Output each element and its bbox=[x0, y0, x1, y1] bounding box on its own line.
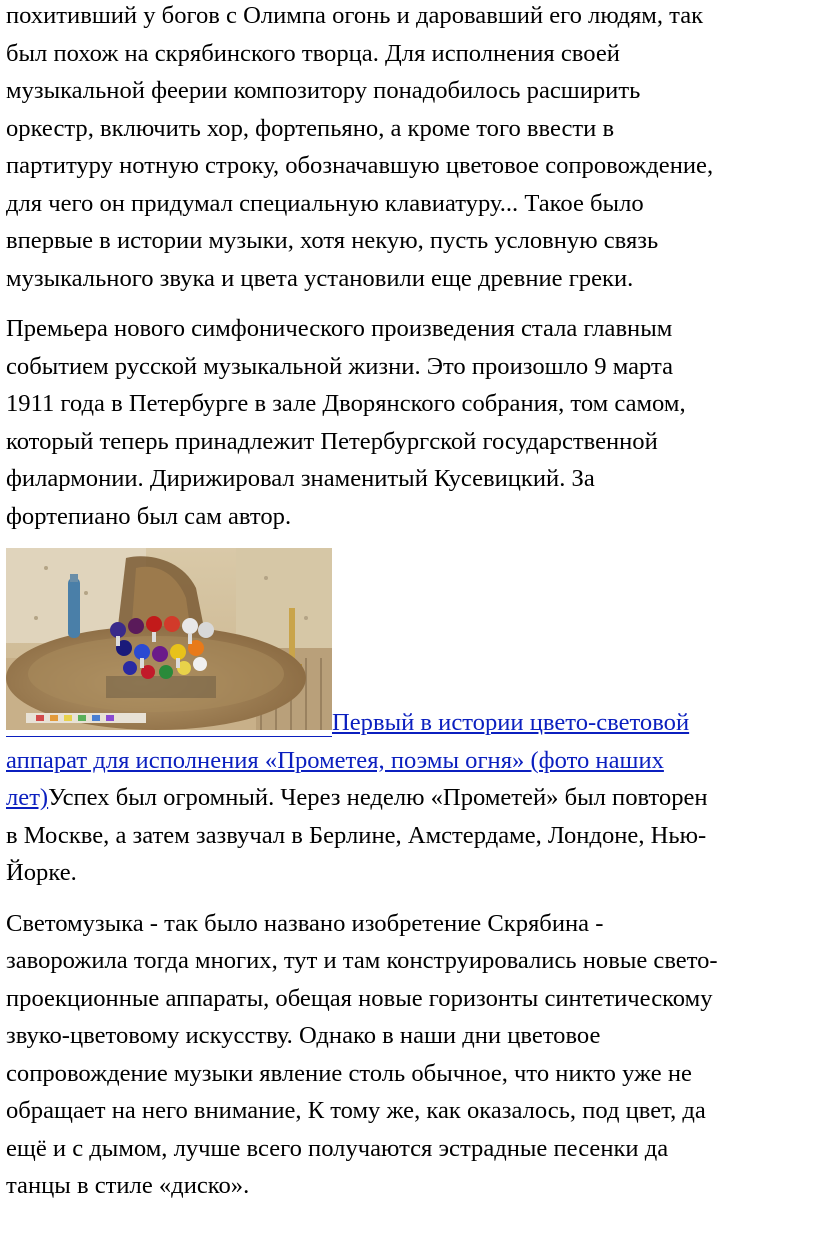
paragraph-light-music: Светомузыка - так было названо изобретение Скрябина - заворожила тогда многих, тут и там конструировались новые свето- проекционные аппараты, обещая новые горизонты синтетическому звуко-цветовому искусству. Однако в наши дни цветовое сопровождение музыки явление столь обычное, что никто уже не обращает на него внимание, К тому же, как оказалось, под цвет, да ещё и с дымом, лучше всего получаются эстрадные песенки да танцы в стиле «диско». bbox=[6, 909, 718, 1199]
paragraph-premiere: Премьера нового симфонического произведения стала главным событием русской музыкальной жизни. Это произошло 9 марта 1911 года в Петербурге в зале Дворянского собрания, том самом, который теперь принадлежит Петербургской государственной филармонии. Дирижировал знаменитый Кусевицкий. За фортепиано был сам автор. bbox=[6, 315, 686, 530]
figure-block bbox=[6, 548, 816, 892]
caption-line-2: аппарат для исполнения «Прометея, поэмы огня» (фото наших bbox=[6, 746, 664, 774]
caption-line-1: Первый в истории цвето-световой bbox=[332, 709, 690, 736]
paragraph-prometheus-intro: похитивший у богов с Олимпа огонь и даровавший его людям, так был похож на скрябинского творца. Для исполнения своей музыкальной феерии композитору понадобилось расширить оркестр, включить хор, фортепьяно, а кроме того ввести в партитуру нотную строку, обозначавшую цветовое сопровождение, для чего он придумал специальную клавиатуру... Такое было впервые в истории музыки, хотя некую, пусть условную связь музыкального звука и цвета установили еще древние греки. bbox=[6, 2, 714, 292]
color-light-apparatus-photo[interactable] bbox=[6, 548, 332, 730]
photo-link[interactable] bbox=[6, 709, 332, 737]
success-text-rest: в Москве, а затем зазвучал в Берлине, Амстердаме, Лондоне, Нью- Йорке. bbox=[6, 821, 707, 886]
success-text-line-1: Успех был огромный. Через неделю «Прометей» был повторен bbox=[48, 784, 708, 811]
caption-line-3: лет) bbox=[6, 784, 49, 811]
